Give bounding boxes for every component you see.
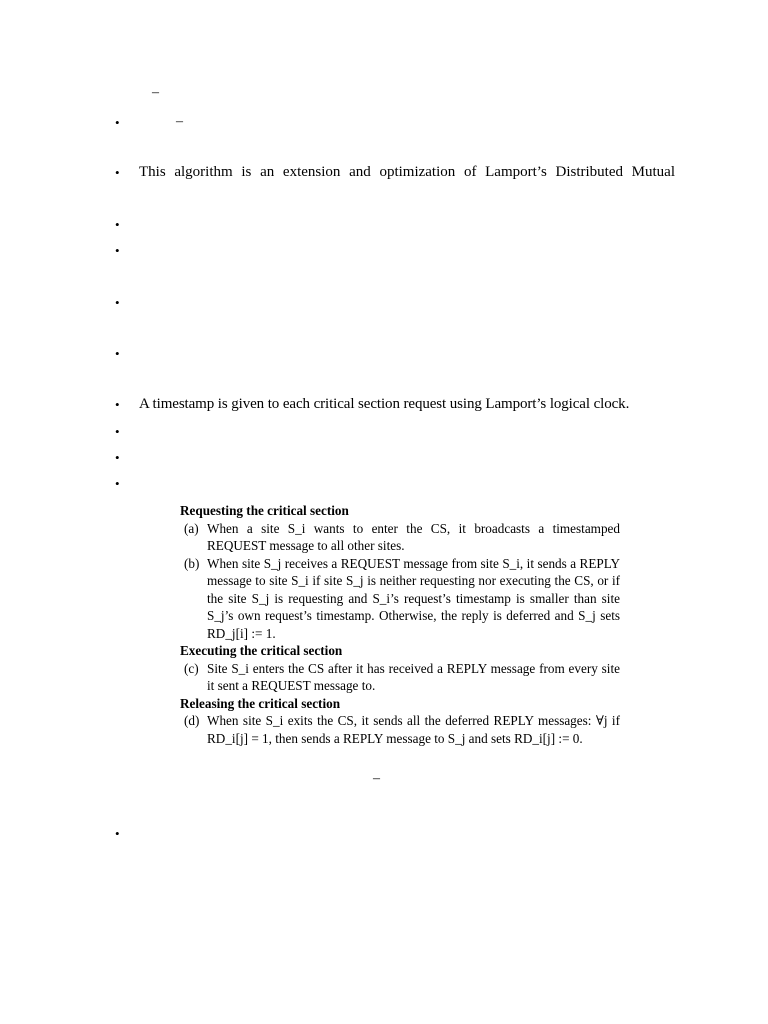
bullet: • xyxy=(115,217,120,232)
step-b xyxy=(180,555,620,643)
step-label: (a) xyxy=(184,520,199,536)
step-label: (c) xyxy=(184,660,199,676)
step-a xyxy=(180,520,620,555)
algorithm-figure xyxy=(180,502,620,747)
step-text: Site S_i enters the CS after it has received a REPLY message from every site it sent a REQUEST message to. xyxy=(207,660,620,693)
step-label: (b) xyxy=(184,555,200,571)
step-text: When site S_j receives a REQUEST message from site S_i, it sends a REPLY message to site S_i if site S_j is neither requesting nor executing the CS, or if the site S_j is requesting and S_i’s request’s timestamp is smaller than site S_j’s own request’s timestamp. Otherwise, the reply is deferred and S_j sets RD_j[i] := 1. xyxy=(207,555,620,641)
bullet: • xyxy=(115,165,120,180)
step-c xyxy=(180,660,620,695)
bullet: • xyxy=(115,450,120,465)
bullet: • xyxy=(115,115,120,130)
bullet: • xyxy=(115,346,120,361)
step-text: When a site S_i wants to enter the CS, it broadcasts a timestamped REQUEST message to all other sites. xyxy=(207,520,620,553)
releasing-heading: Releasing the critical section xyxy=(180,695,341,711)
bullet: • xyxy=(115,424,120,439)
executing-heading: Executing the critical section xyxy=(180,643,343,658)
intro-paragraph: This algorithm is an extension and optimization of Lamport’s Distributed Mutual xyxy=(139,164,675,180)
bullet: • xyxy=(115,476,120,491)
bullet: • xyxy=(115,295,120,310)
bullet: • xyxy=(115,243,120,258)
bullet: • xyxy=(115,397,120,412)
timestamp-paragraph: A timestamp is given to each critical section request using Lamport’s logical clock. xyxy=(139,396,630,412)
step-label: (d) xyxy=(184,713,200,728)
bullet: • xyxy=(115,826,120,841)
dash-mark: – xyxy=(176,114,183,129)
step-text: When site S_i exits the CS, it sends all the deferred REPLY messages: ∀j if RD_i[j] = 1, then sends a REPLY message to S_j and sets RD_i[j] := 0. xyxy=(207,713,620,746)
step-d xyxy=(180,712,620,747)
dash-mark: – xyxy=(373,771,380,786)
requesting-heading: Requesting the critical section xyxy=(180,503,349,518)
dash-mark: – xyxy=(152,85,159,100)
